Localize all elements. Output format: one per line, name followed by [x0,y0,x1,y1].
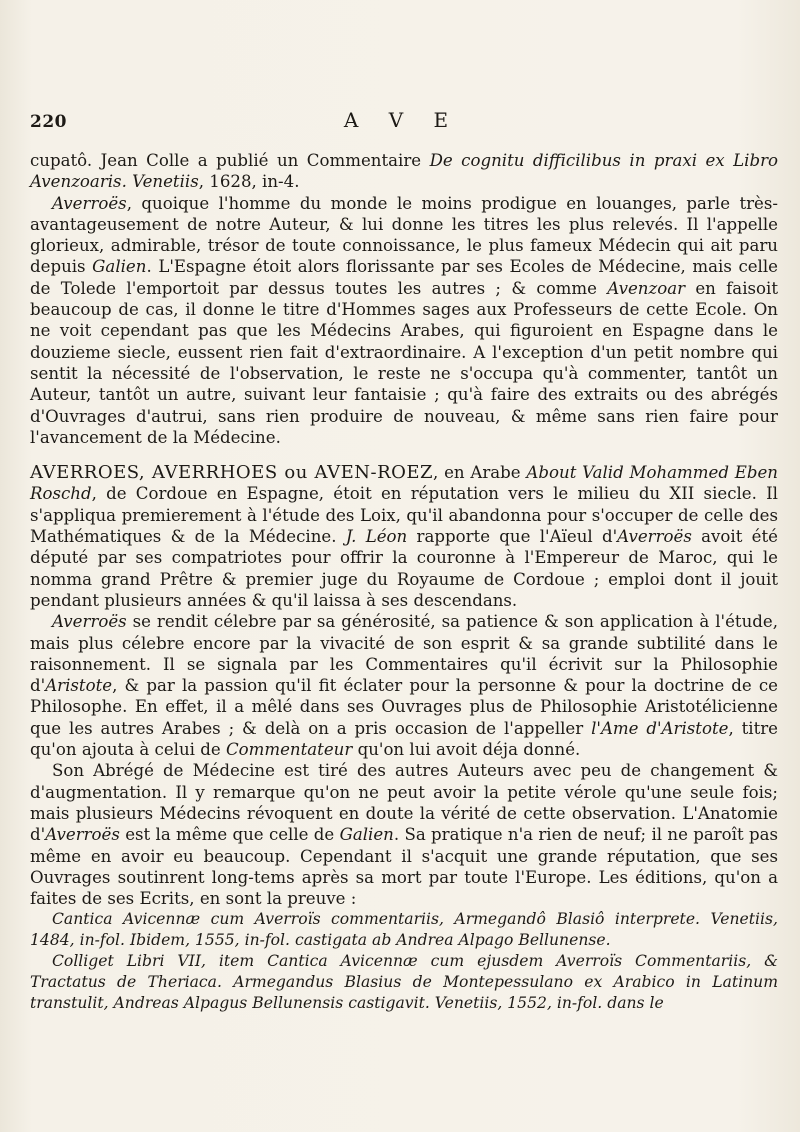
page-number: 220 [30,112,67,132]
entry-headword: AVERROES, AVERRHOES ou AVEN-ROEZ [30,462,434,484]
paragraph-averroes-reputation: Averroës se rendit célebre par sa générosité, sa patience & son application à l'étude, mais plus célebre encore par la vivacité de son esprit & sa grande subtilité dans le raisonnement. Il se signala par les Commentaires qu'il écrivit sur la Philosophie d'Aristote, & par la passion qu'il fit éclater pour la personne & pour la doctrine de ce Philosophe. En effet, il a mêlé dans ses Ouvrages plus de Philosophie Aristotélicienne que les autres Arabes ; & delà on a pris occasion de l'appeller l'Ame d'Aristote, titre qu'on ajouta à celui de Commentateur qu'on lui avoit déja donné. [30,612,778,760]
bibliography-entry-colliget: Colliget Libri VII, item Cantica Avicennæ cum ejusdem Averroïs Commentariis, & Tractatus de Theriaca. Armegandus Blasius de Montepessulano ex Arabico in Latinum transtulit, Andreas Alpagus Bellunensis castigavit. Venetiis, 1552, in-fol. dans le [30,952,778,1013]
page-body [30,150,778,1014]
paragraph-averroes-praise: Averroës, quoique l'homme du monde le moins prodigue en louanges, parle très-avantageusement de notre Auteur, & lui donne les titres les plus relevés. Il l'appelle glorieux, admirable, trésor de toute connoissance, le plus fameux Médecin qui ait paru depuis Galien. L'Espagne étoit alors florissante par ses Ecoles de Médecine, mais celle de Tolede l'emportoit par dessus toutes les autres ; & comme Avenzoar en faisoit beaucoup de cas, il donne le titre d'Hommes sages aux Professeurs de cette Ecole. On ne voit cependant pas que les Médecins Arabes, qui figuroient en Espagne dans le douzieme siecle, eussent rien fait d'extraordinaire. A l'exception d'un petit nombre qui sentit la nécessité de l'observation, le reste ne s'occupa qu'à commenter, tantôt un Auteur, tantôt un autre, suivant leur fantaisie ; qu'à faire des extraits ou des abrégés d'Ouvrages d'autrui, sans rien produire de nouveau, & même sans rien faire pour l'avancement de la Médecine. [30,193,778,447]
bibliography-entry-cantica: Cantica Avicennæ cum Averroïs commentariis, Armegandô Blasiô interprete. Venetiis, 1484, in-fol. Ibidem, 1555, in-fol. castigata ab Andrea Alpago Bellunense. [30,910,778,950]
running-head: A V E [343,108,461,132]
entry-averroes: AVERROES, AVERRHOES ou AVEN-ROEZ, en Arabe About Valid Mohammed Eben Roschd, de Cordoue en Espagne, étoit en réputation vers le milieu du XII siecle. Il s'appliqua premierement à l'étude des Loix, qu'il abandonna pour s'occuper de celle des Mathématiques & de la Médecine. J. Léon rapporte que l'Aïeul d'Averroës avoit été député par ses compatriotes pour offrir la couronne à l'Empereur de Maroc, qui le nomma grand Prêtre & premier juge du Royaume de Cordoue ; emploi dont il jouit pendant plusieurs années & qu'il laissa à ses descendans. [30,462,778,610]
paragraph-abrege-medecine: Son Abrégé de Médecine est tiré des autres Auteurs avec peu de changement & d'augmentation. Il y remarque qu'on ne peut avoir la petite vérole qu'une seule fois; mais plusieurs Médecins révoquent en doute la vérité de cette observation. L'Anatomie d'Averroës est la même que celle de Galien. Sa pratique n'a rien de neuf; il ne paroît pas même en avoir eu beaucoup. Cependant il s'acquit une grande réputation, que ses Ouvrages soutinrent long-tems après sa mort par toute l'Europe. Les éditions, qu'on a faites de ses Ecrits, en sont la preuve : [30,761,778,909]
page-header [30,108,774,138]
paragraph-avenzoar-commentary: cupatô. Jean Colle a publié un Commentaire De cognitu difficilibus in praxi ex Libro Avenzoaris. Venetiis, 1628, in-4. [30,151,779,192]
